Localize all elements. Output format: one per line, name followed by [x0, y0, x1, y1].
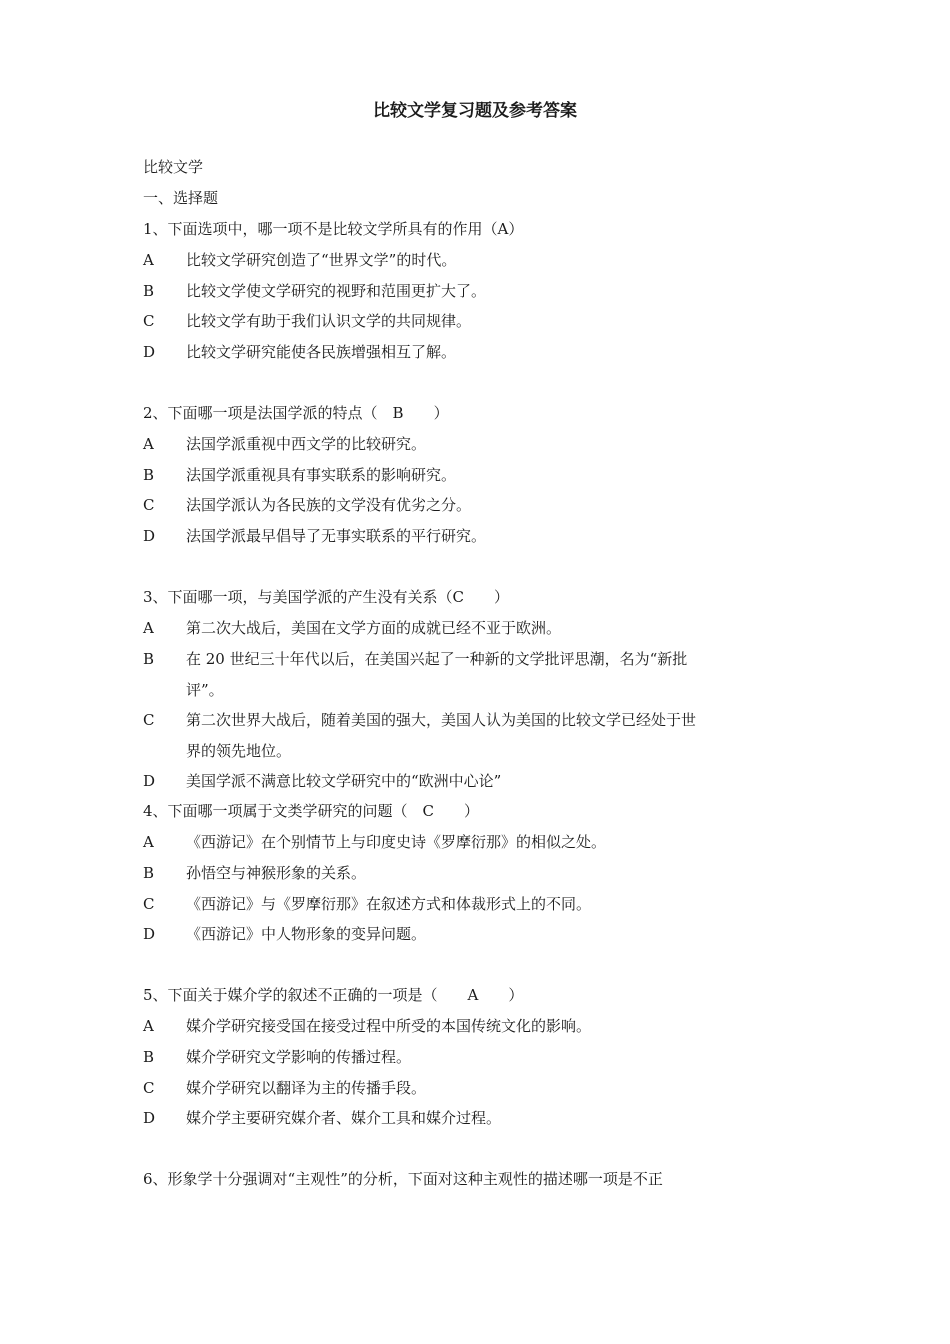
question-stem: 4、下面哪一项属于文类学研究的问题（ C ）	[143, 802, 480, 820]
option-text: 《西游记》中人物形象的变异问题。	[186, 925, 427, 943]
option-letter: B	[143, 1048, 155, 1066]
option-text: 法国学派最早倡导了无事实联系的平行研究。	[186, 527, 487, 545]
option-text: 比较文学有助于我们认识文学的共同规律。	[186, 312, 472, 330]
option-text-continuation: 界的领先地位。	[186, 742, 292, 760]
option-text: 媒介学主要研究媒介者、媒介工具和媒介过程。	[186, 1109, 502, 1127]
option-letter: A	[143, 1017, 154, 1035]
question-stem: 6、形象学十分强调对“主观性”的分析，下面对这种主观性的描述哪一项是不正	[143, 1170, 663, 1188]
option-letter: B	[143, 650, 155, 668]
option-text: 比较文学研究能使各民族增强相互了解。	[186, 343, 457, 361]
part-heading: 一、选择题	[143, 189, 219, 207]
option-letter: D	[143, 343, 156, 361]
option-text: 《西游记》与《罗摩衍那》在叙述方式和体裁形式上的不同。	[186, 895, 592, 913]
option-letter: D	[143, 925, 156, 943]
option-text: 媒介学研究文学影响的传播过程。	[186, 1048, 412, 1066]
option-letter: A	[143, 435, 154, 453]
option-letter: C	[143, 895, 155, 913]
option-letter: B	[143, 864, 155, 882]
option-text: 法国学派重视中西文学的比较研究。	[186, 435, 427, 453]
question-stem: 1、下面选项中，哪一项不是比较文学所具有的作用（A）	[143, 220, 524, 238]
option-text: 第二次大战后，美国在文学方面的成就已经不亚于欧洲。	[186, 619, 562, 637]
question-stem: 3、下面哪一项，与美国学派的产生没有关系（C ）	[143, 588, 510, 606]
section-heading: 比较文学	[143, 158, 204, 176]
option-letter: A	[143, 833, 154, 851]
option-text-continuation: 评”。	[186, 681, 224, 699]
option-text: 媒介学研究以翻译为主的传播手段。	[186, 1079, 427, 1097]
document-title: 比较文学复习题及参考答案	[373, 101, 577, 121]
option-letter: A	[143, 251, 154, 269]
option-text: 比较文学使文学研究的视野和范围更扩大了。	[186, 282, 487, 300]
option-text: 媒介学研究接受国在接受过程中所受的本国传统文化的影响。	[186, 1017, 592, 1035]
option-letter: B	[143, 466, 155, 484]
option-text: 《西游记》在个别情节上与印度史诗《罗摩衍那》的相似之处。	[186, 833, 607, 851]
option-letter: C	[143, 1079, 155, 1097]
option-text: 孙悟空与神猴形象的关系。	[186, 864, 367, 882]
option-letter: D	[143, 1109, 156, 1127]
option-letter: C	[143, 312, 155, 330]
option-text: 比较文学研究创造了“世界文学”的时代。	[186, 251, 457, 269]
question-stem: 2、下面哪一项是法国学派的特点（ B ）	[143, 404, 449, 422]
option-text: 在 20 世纪三十年代以后，在美国兴起了一种新的文学批评思潮，名为“新批	[186, 650, 688, 668]
option-letter: B	[143, 282, 155, 300]
question-stem: 5、下面关于媒介学的叙述不正确的一项是（ A ）	[143, 986, 524, 1004]
option-letter: C	[143, 711, 155, 729]
option-text: 第二次世界大战后，随着美国的强大，美国人认为美国的比较文学已经处于世	[186, 711, 697, 729]
option-letter: C	[143, 496, 155, 514]
option-letter: D	[143, 772, 156, 790]
option-text: 法国学派重视具有事实联系的影响研究。	[186, 466, 457, 484]
option-letter: A	[143, 619, 154, 637]
option-letter: D	[143, 527, 156, 545]
option-text: 美国学派不满意比较文学研究中的“欧洲中心论”	[186, 772, 502, 790]
option-text: 法国学派认为各民族的文学没有优劣之分。	[186, 496, 472, 514]
